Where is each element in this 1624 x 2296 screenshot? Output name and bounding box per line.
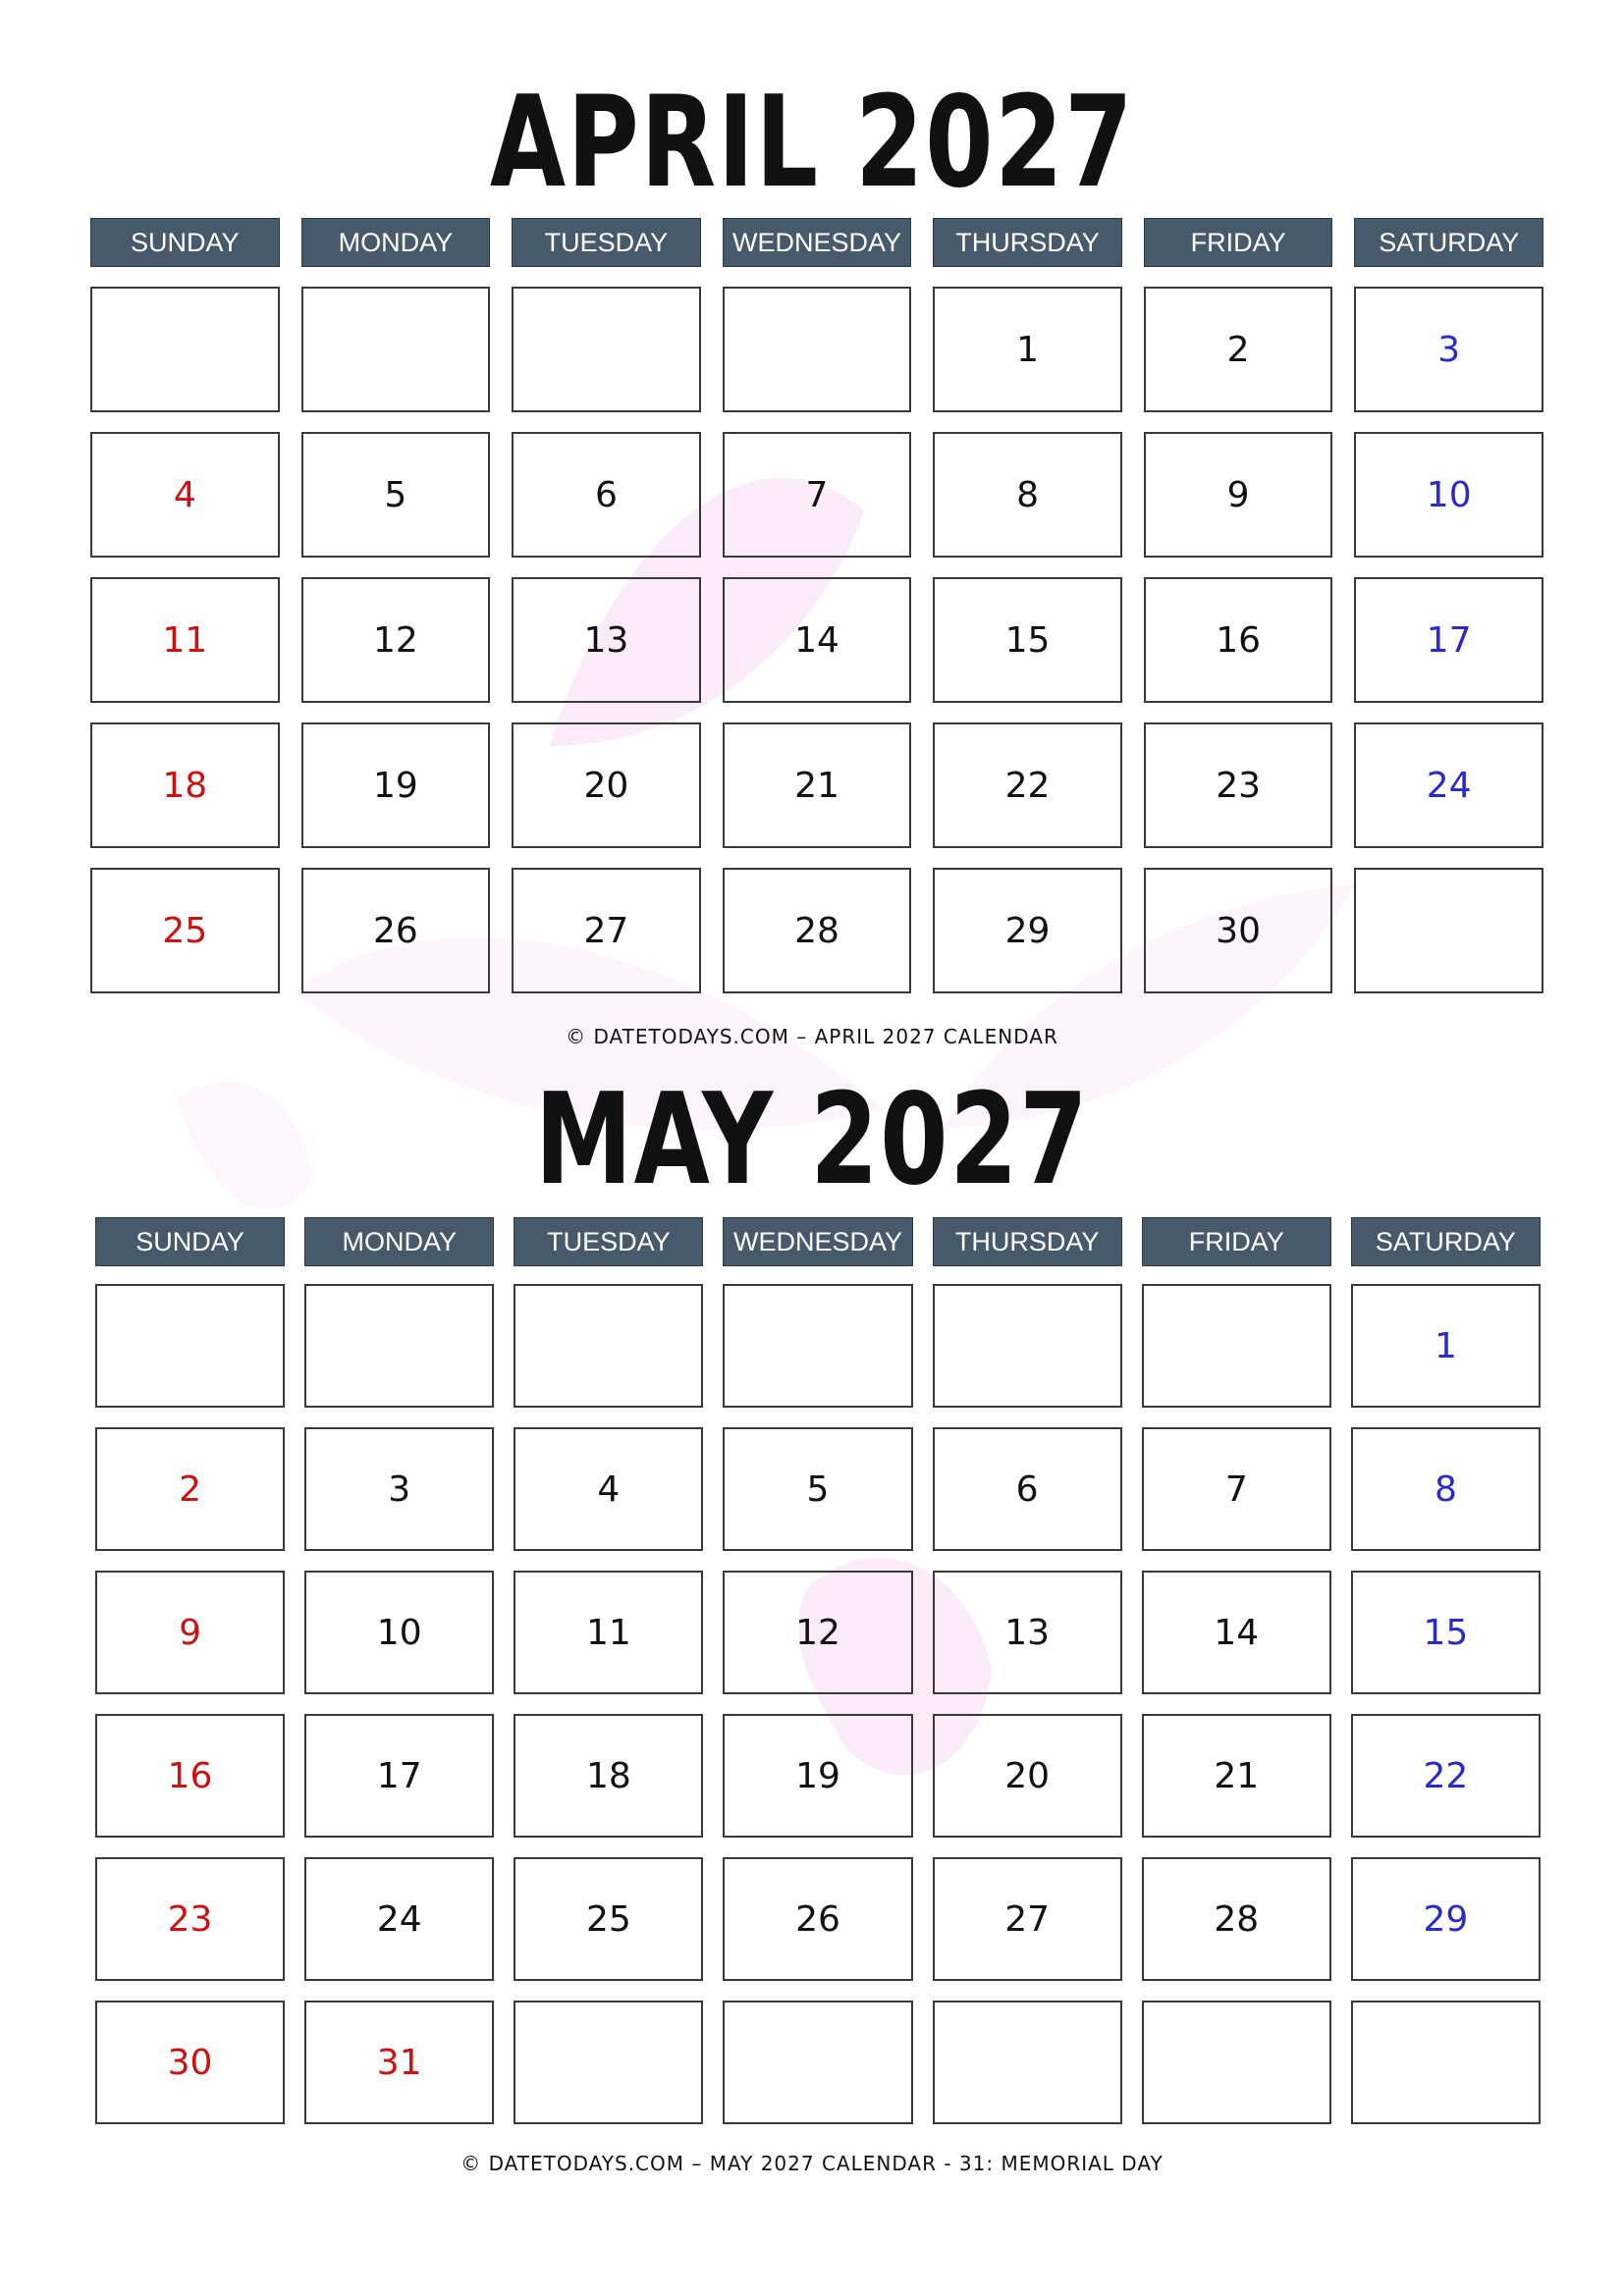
- may-weekday-thursday: THURSDAY: [933, 1217, 1122, 1266]
- may-date-grid: [95, 1284, 1541, 2124]
- may-day-cell-memorial-day[interactable]: 31: [304, 2001, 494, 2124]
- april-day-cell[interactable]: [90, 287, 280, 412]
- may-day-cell[interactable]: 5: [723, 1427, 912, 1551]
- may-day-cell[interactable]: 27: [933, 1857, 1122, 1981]
- may-day-cell[interactable]: [514, 1284, 703, 1408]
- april-day-cell[interactable]: 8: [933, 432, 1122, 558]
- april-day-cell[interactable]: 18: [90, 722, 280, 848]
- may-day-cell[interactable]: [304, 1284, 494, 1408]
- april-weekday-wednesday: WEDNESDAY: [723, 218, 912, 267]
- april-day-cell[interactable]: [723, 287, 912, 412]
- april-day-cell[interactable]: 17: [1354, 577, 1543, 703]
- may-day-cell[interactable]: 24: [304, 1857, 494, 1981]
- april-day-cell[interactable]: 6: [512, 432, 701, 558]
- may-day-cell[interactable]: 9: [95, 1571, 285, 1694]
- may-day-cell[interactable]: 3: [304, 1427, 494, 1551]
- may-day-cell[interactable]: 28: [1142, 1857, 1331, 1981]
- april-day-cell[interactable]: 2: [1144, 287, 1333, 412]
- april-day-cell[interactable]: 21: [723, 722, 912, 848]
- april-day-cell[interactable]: 28: [723, 868, 912, 993]
- may-day-cell[interactable]: 21: [1142, 1714, 1331, 1838]
- april-day-cell[interactable]: 3: [1354, 287, 1543, 412]
- april-weekday-thursday: THURSDAY: [933, 218, 1122, 267]
- april-day-cell[interactable]: [512, 287, 701, 412]
- may-day-cell[interactable]: 13: [933, 1571, 1122, 1694]
- may-day-cell[interactable]: 23: [95, 1857, 285, 1981]
- may-day-cell[interactable]: 18: [514, 1714, 703, 1838]
- may-day-cell[interactable]: 14: [1142, 1571, 1331, 1694]
- april-weekday-sunday: SUNDAY: [90, 218, 280, 267]
- may-weekday-tuesday: TUESDAY: [514, 1217, 703, 1266]
- may-day-cell[interactable]: [1351, 2001, 1541, 2124]
- may-day-cell[interactable]: 22: [1351, 1714, 1541, 1838]
- may-weekday-sunday: SUNDAY: [95, 1217, 285, 1266]
- april-date-grid: [90, 287, 1543, 993]
- may-day-cell[interactable]: 7: [1142, 1427, 1331, 1551]
- may-day-cell[interactable]: [1142, 1284, 1331, 1408]
- april-day-cell[interactable]: [301, 287, 491, 412]
- may-weekday-wednesday: WEDNESDAY: [723, 1217, 912, 1266]
- april-day-cell[interactable]: [1354, 868, 1543, 993]
- may-day-cell[interactable]: 29: [1351, 1857, 1541, 1981]
- april-day-cell[interactable]: 7: [723, 432, 912, 558]
- may-day-cell[interactable]: 6: [933, 1427, 1122, 1551]
- april-day-cell[interactable]: 5: [301, 432, 491, 558]
- may-day-cell[interactable]: 25: [514, 1857, 703, 1981]
- april-weekday-saturday: SATURDAY: [1354, 218, 1543, 267]
- may-day-cell[interactable]: [933, 1284, 1122, 1408]
- april-day-cell[interactable]: 20: [512, 722, 701, 848]
- april-day-cell[interactable]: 9: [1144, 432, 1333, 558]
- may-day-cell[interactable]: [933, 2001, 1122, 2124]
- april-day-cell[interactable]: 16: [1144, 577, 1333, 703]
- april-day-cell[interactable]: 29: [933, 868, 1122, 993]
- may-day-cell[interactable]: 1: [1351, 1284, 1541, 1408]
- may-day-cell[interactable]: [723, 2001, 912, 2124]
- may-weekday-friday: FRIDAY: [1142, 1217, 1331, 1266]
- may-day-cell[interactable]: 11: [514, 1571, 703, 1694]
- may-footer-credit: © DATETODAYS.COM – MAY 2027 CALENDAR - 31: MEMORIAL DAY: [460, 2152, 1164, 2175]
- april-weekday-header: [90, 218, 1543, 267]
- may-weekday-header: [95, 1217, 1541, 1266]
- april-weekday-monday: MONDAY: [301, 218, 491, 267]
- april-day-cell[interactable]: 1: [933, 287, 1122, 412]
- april-month-title: APRIL 2027: [489, 70, 1135, 216]
- april-day-cell[interactable]: 10: [1354, 432, 1543, 558]
- may-weekday-saturday: SATURDAY: [1351, 1217, 1541, 1266]
- may-day-cell[interactable]: 8: [1351, 1427, 1541, 1551]
- may-day-cell[interactable]: 10: [304, 1571, 494, 1694]
- may-month-title: MAY 2027: [534, 1067, 1090, 1213]
- april-day-cell[interactable]: 24: [1354, 722, 1543, 848]
- may-day-cell[interactable]: 19: [723, 1714, 912, 1838]
- may-day-cell[interactable]: [514, 2001, 703, 2124]
- may-day-cell[interactable]: 16: [95, 1714, 285, 1838]
- april-day-cell[interactable]: 23: [1144, 722, 1333, 848]
- april-day-cell[interactable]: 26: [301, 868, 491, 993]
- april-day-cell[interactable]: 25: [90, 868, 280, 993]
- april-day-cell[interactable]: 14: [723, 577, 912, 703]
- april-day-cell[interactable]: 12: [301, 577, 491, 703]
- may-day-cell[interactable]: 26: [723, 1857, 912, 1981]
- april-day-cell[interactable]: 13: [512, 577, 701, 703]
- april-day-cell[interactable]: 15: [933, 577, 1122, 703]
- april-day-cell[interactable]: 19: [301, 722, 491, 848]
- april-day-cell[interactable]: 11: [90, 577, 280, 703]
- may-day-cell[interactable]: [1142, 2001, 1331, 2124]
- may-day-cell[interactable]: 30: [95, 2001, 285, 2124]
- may-day-cell[interactable]: 17: [304, 1714, 494, 1838]
- may-day-cell[interactable]: 2: [95, 1427, 285, 1551]
- may-day-cell[interactable]: [723, 1284, 912, 1408]
- april-day-cell[interactable]: 27: [512, 868, 701, 993]
- may-day-cell[interactable]: [95, 1284, 285, 1408]
- april-weekday-friday: FRIDAY: [1144, 218, 1333, 267]
- may-day-cell[interactable]: 12: [723, 1571, 912, 1694]
- april-day-cell[interactable]: 22: [933, 722, 1122, 848]
- april-weekday-tuesday: TUESDAY: [512, 218, 701, 267]
- may-day-cell[interactable]: 20: [933, 1714, 1122, 1838]
- april-day-cell[interactable]: 30: [1144, 868, 1333, 993]
- may-day-cell[interactable]: 4: [514, 1427, 703, 1551]
- april-footer-credit: © DATETODAYS.COM – APRIL 2027 CALENDAR: [566, 1025, 1058, 1048]
- may-weekday-monday: MONDAY: [304, 1217, 494, 1266]
- may-day-cell[interactable]: 15: [1351, 1571, 1541, 1694]
- april-day-cell[interactable]: 4: [90, 432, 280, 558]
